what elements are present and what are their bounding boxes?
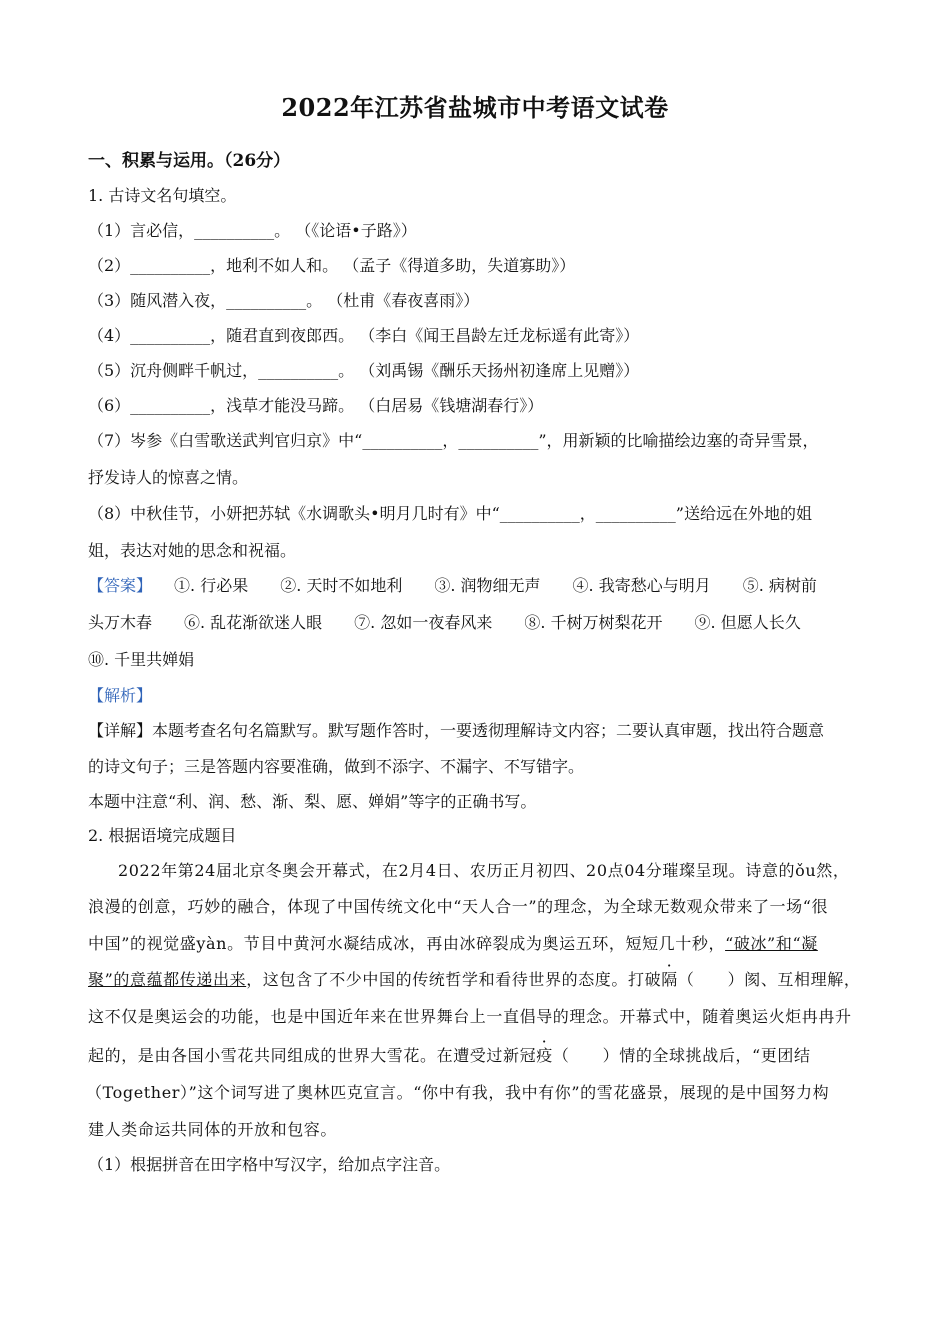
section-heading-1: 一、积累与运用。（26分）: [88, 151, 291, 171]
passage-line-4-blank: （ ）阂、互相理解，: [677, 970, 861, 989]
question-1-stem: 1. 古诗文名句填空。: [88, 186, 237, 205]
detail-line-2: 的诗文句子；三是答题内容要准确，做到不添字、不漏字、不写错字。: [88, 757, 585, 776]
passage-line-2: 浪漫的创意，巧妙的融合，体现了中国传统文化中“天人合一”的理念，为全球无数观众带来了一场“很: [88, 897, 829, 916]
question-1-item-8: （8）中秋佳节，小妍把苏轼《水调歌头•明月几时有》中“__________，__________”送给远在外地的姐: [88, 504, 812, 523]
question-1-item-5: （5）沉舟侧畔千帆过，__________。 （刘禹锡《酬乐天扬州初逢席上见赠》）: [88, 361, 640, 380]
underlined-phrase-end: 聚”的意蕴都传递出来: [88, 970, 247, 989]
question-1-item-8-cont: 姐，表达对她的思念和祝福。: [88, 541, 297, 560]
question-1-item-6: （6）__________，浅草才能没马蹄。 （白居易《钱塘湖春行》）: [88, 396, 544, 415]
question-1-item-2: （2）__________，地利不如人和。 （孟子《得道多助，失道寡助》）: [88, 256, 576, 275]
passage-line-4-text: ，这包含了不少中国的传统哲学和看待世界的态度。打破: [246, 970, 662, 989]
passage-line-8: 建人类命运共同体的开放和包容。: [88, 1120, 338, 1139]
passage-line-4: [88, 967, 868, 990]
answer-line-3: ⑩. 千里共婵娟: [88, 650, 195, 669]
answer-label: 【答案】: [88, 576, 153, 595]
answer-text-1: ①. 行必果 ②. 天时不如地利 ③. 润物细无声 ④. 我寄愁心与明月 ⑤. 病树前: [174, 576, 817, 595]
detail-line-3: 本题中注意“利、润、愁、渐、梨、愿、婵娟”等字的正确书写。: [88, 792, 537, 811]
passage-line-6: [88, 1043, 868, 1066]
answer-line-1: [88, 573, 868, 596]
question-2-stem: 2. 根据语境完成题目: [88, 826, 237, 845]
passage-line-5: 这不仅是奥运会的功能，也是中国近年来在世界舞台上一直倡导的理念。开幕式中，随着奥运火炬冉冉升: [88, 1007, 852, 1026]
dotted-char-ge: 隔: [661, 970, 678, 989]
question-1-item-4: （4）__________，随君直到夜郎西。 （李白《闻王昌龄左迁龙标遥有此寄》）: [88, 326, 640, 345]
passage-line-3: [88, 931, 868, 954]
passage-line-6-text: 起的，是由各国小雪花共同组成的世界大雪花。在遭受过新冠: [88, 1046, 537, 1065]
passage-line-1: 2022年第24届北京冬奥会开幕式，在2月4日、农历正月初四、20点04分璀璨呈现。诗意的ǒu然，: [118, 861, 850, 880]
detail-line-1: 【详解】本题考查名句名篇默写。默写题作答时，一要透彻理解诗文内容；二要认真审题，找出符合题意: [88, 721, 825, 740]
page-title: 2022年江苏省盐城市中考语文试卷: [281, 93, 669, 122]
passage-line-3-text: 中国”的视觉盛yàn。节目中黄河水凝结成冰，再由冰碎裂成为奥运五环，短短几十秒，: [88, 934, 726, 953]
answer-line-2: 头万木春 ⑥. 乱花渐欲迷人眼 ⑦. 忽如一夜春风来 ⑧. 千树万树梨花开 ⑨. 但愿人长久: [88, 613, 801, 632]
question-1-item-7-cont: 抒发诗人的惊喜之情。: [88, 468, 249, 487]
question-1-item-3: （3）随风潜入夜，__________。 （杜甫《春夜喜雨》）: [88, 291, 480, 310]
question-1-item-7: （7）岑参《白雪歌送武判官归京》中“__________，__________”，用新颖的比喻描绘边塞的奇异雪景，: [88, 431, 819, 450]
analysis-label: 【解析】: [88, 686, 153, 705]
passage-line-6-blank: （ ）情的全球挑战后，“更团结: [552, 1046, 811, 1065]
passage-line-7: （Together）”这个词写进了奥林匹克宣言。“你中有我，我中有你”的雪花盛景，展现的是中国努力构: [86, 1083, 830, 1102]
question-1-item-1: （1）言必信，__________。 （《论语•子路》）: [88, 221, 417, 240]
dotted-char-yi: 疫: [536, 1046, 553, 1065]
question-2-sub-1: （1）根据拼音在田字格中写汉字，给加点字注音。: [88, 1155, 451, 1174]
underlined-phrase-start: “破冰”和“凝: [725, 934, 818, 953]
